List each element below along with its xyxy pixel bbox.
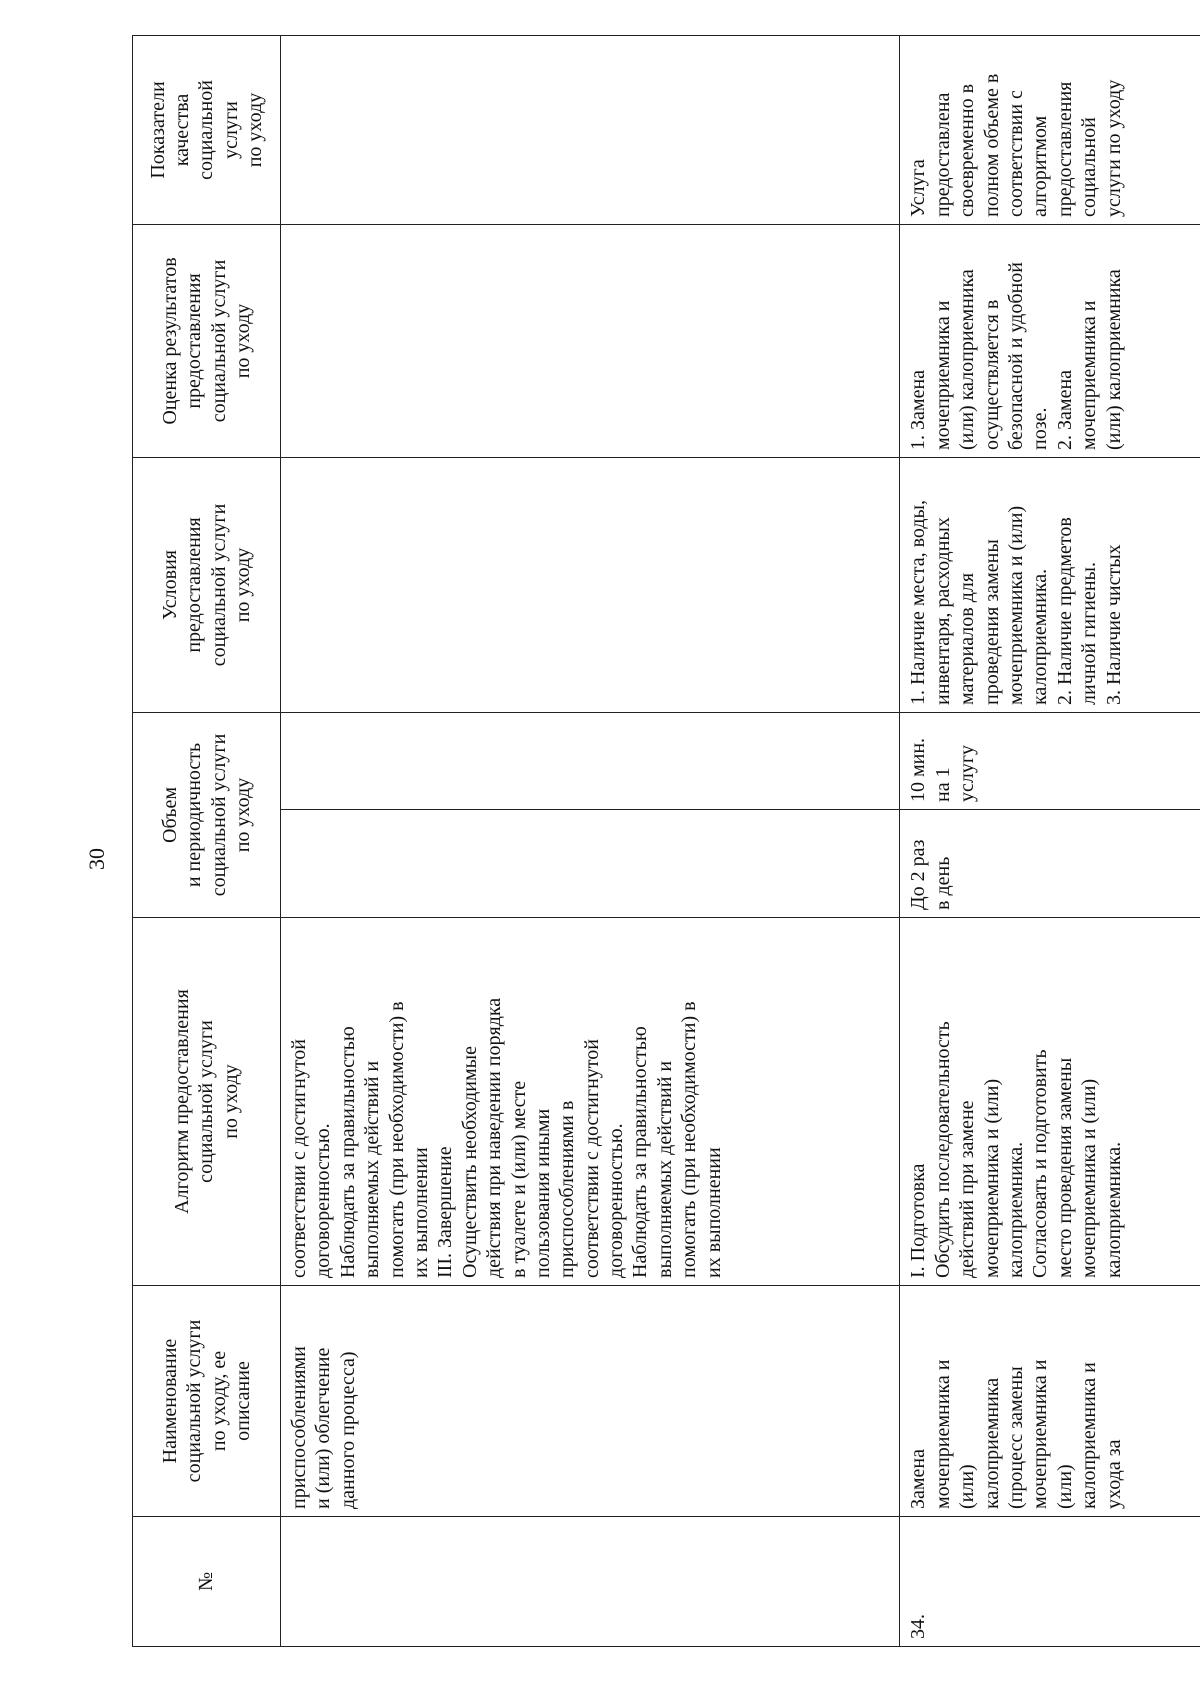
header-text: Показатели [146, 81, 169, 179]
services-table [132, 35, 1200, 1647]
cell-text: мочеприемника и (или) [980, 1078, 1003, 1278]
cell-text: в туалете и (или) месте [507, 1080, 530, 1278]
header-text: социальной услуги [183, 1319, 206, 1483]
header-text: Оценка результатов [158, 257, 181, 425]
header-text: социальной услуги [207, 733, 230, 897]
cell-text: мочеприемника и [931, 300, 954, 450]
cell-text: Обсудить последовательность [931, 1021, 954, 1278]
cell-evaluation [900, 224, 1200, 457]
cell-text: и (или) облегчение [312, 1347, 335, 1509]
header-text: по уходу [231, 547, 254, 623]
cell-evaluation [281, 224, 900, 457]
cell-text: Согласовать и подготовить [1029, 1049, 1052, 1278]
cell-text: мочеприемника и [1029, 1359, 1052, 1509]
cell-text: алгоритмом [1029, 115, 1052, 217]
cell-text: ухода за [1102, 1439, 1125, 1509]
cell-periodicity [281, 810, 900, 918]
cell-text: соответствии с [1004, 90, 1027, 217]
cell-text: Замена [907, 1448, 930, 1509]
header-row [133, 35, 281, 1646]
header-text: услуги [219, 101, 242, 159]
page-number: 30 [84, 848, 109, 870]
cell-conditions [900, 457, 1200, 712]
header-text: по уходу, ее [207, 1350, 230, 1452]
cell-text: мочеприемника и [931, 1359, 954, 1509]
cell-text: калоприемника и [1078, 1362, 1101, 1509]
cell-text: в день [931, 856, 954, 910]
cell-num: 34. [900, 1517, 1200, 1647]
header-algorithm [133, 918, 281, 1286]
cell-text: (или) [1053, 1464, 1076, 1509]
cell-text: помогать (при необходимости) в [385, 1001, 408, 1278]
cell-text: своевременно в [956, 83, 979, 217]
cell-text: их выполнении [702, 1147, 725, 1278]
cell-text: предоставлена [931, 92, 954, 217]
header-text: по уходу [219, 1064, 242, 1139]
cell-text: помогать (при необходимости) в [678, 1001, 701, 1278]
cell-text: услугу [956, 744, 979, 802]
cell-text: мочеприемника и (или) [1078, 1078, 1101, 1278]
cell-text: (или) [956, 1464, 979, 1509]
cell-text: предоставления [1053, 81, 1076, 217]
cell-text: договоренностью. [312, 1123, 335, 1278]
header-text: качества [170, 93, 193, 167]
header-text: предоставления [183, 273, 206, 409]
cell-text: Осуществить необходимые [458, 1046, 481, 1278]
header-num: № [133, 1517, 281, 1647]
cell-text: калоприемника [980, 1377, 1003, 1509]
table-row [900, 35, 1200, 1646]
cell-text: (или) калоприемника [956, 269, 979, 450]
cell-quality [900, 35, 1200, 224]
header-text: по уходу [231, 777, 254, 853]
rotated-page [132, 36, 1200, 1647]
header-text: Условия [158, 550, 181, 620]
cell-text: социальной [1078, 117, 1101, 217]
header-text: социальной услуги [207, 259, 230, 423]
cell-num [281, 1517, 900, 1647]
cell-text: приспособлениями в [556, 1100, 579, 1278]
cell-text: соответствии с достигнутой [288, 1039, 310, 1278]
cell-algorithm [900, 918, 1200, 1286]
cell-text: калоприемника. [1102, 1141, 1125, 1278]
header-text: социальной [195, 80, 218, 180]
cell-text: место проведения замены [1053, 1057, 1076, 1278]
cell-text: действий при замене [956, 1100, 979, 1278]
cell-text: калоприемника. [1029, 568, 1052, 705]
cell-text: проведения замены [980, 539, 1003, 705]
cell-text: (или) калоприемника [1102, 269, 1125, 450]
cell-periodicity [900, 810, 1200, 918]
cell-text: пользования иными [531, 1108, 554, 1278]
cell-algorithm [281, 918, 900, 1286]
header-text: социальной услуги [195, 1020, 218, 1183]
cell-text: выполняемых действий и [361, 1060, 384, 1278]
cell-text: приспособлениями [288, 1346, 310, 1509]
cell-text: Услуга [907, 159, 930, 217]
header-text: и периодичность [183, 742, 206, 888]
cell-text: их выполнении [409, 1147, 432, 1278]
cell-text: Наблюдать за правильностью [629, 1026, 652, 1278]
cell-text: полном объеме в [980, 73, 1003, 217]
header-text: описание [231, 1361, 254, 1441]
cell-text: (процесс замены [1004, 1366, 1027, 1509]
cell-text: услуги по уходу [1102, 79, 1125, 217]
header-quality [133, 35, 281, 224]
cell-text: выполняемых действий и [653, 1060, 676, 1278]
cell-text: До 2 раз [907, 839, 930, 910]
cell-text: 2. Замена [1053, 369, 1076, 450]
cell-text: личной гигиены. [1078, 562, 1101, 705]
header-text: предоставления [183, 517, 206, 653]
cell-name [281, 1286, 900, 1517]
cell-text: действия при наведении порядка [483, 997, 506, 1278]
header-text: Объем [158, 787, 181, 843]
header-conditions [133, 457, 281, 712]
cell-text: инвентаря, расходных [931, 517, 954, 705]
cell-text: мочеприемника и (или) [1004, 505, 1027, 705]
cell-text: 10 мин. [907, 737, 930, 802]
cell-name [900, 1286, 1200, 1517]
header-text: по уходу [244, 92, 267, 168]
cell-text: 3. Наличие чистых [1102, 544, 1125, 705]
header-text: Алгоритм предоставления [170, 989, 193, 1214]
cell-text: калоприемника. [1004, 1141, 1027, 1278]
cell-text: 1. Наличие места, воды, [907, 500, 930, 705]
header-name [133, 1286, 281, 1517]
header-text: социальной услуги [207, 503, 230, 667]
header-text: Наименование [158, 1338, 181, 1464]
cell-text: данного процесса) [336, 1351, 359, 1509]
cell-text: III. Завершение [434, 1146, 457, 1278]
cell-text: Наблюдать за правильностью [336, 1026, 359, 1278]
cell-volume [281, 712, 900, 809]
header-volume [133, 712, 281, 917]
cell-conditions [281, 457, 900, 712]
table-row [281, 35, 900, 1646]
cell-text: безопасной и удобной [1004, 262, 1027, 450]
header-evaluation [133, 224, 281, 457]
cell-text: 2. Наличие предметов [1053, 517, 1076, 705]
header-text: по уходу [231, 303, 254, 379]
cell-text: материалов для [956, 572, 979, 705]
cell-text: мочеприемника и [1078, 300, 1101, 450]
cell-text: позе. [1029, 407, 1052, 450]
cell-text: соответствии с достигнутой [580, 1039, 603, 1278]
cell-quality [281, 35, 900, 224]
cell-volume [900, 712, 1200, 809]
cell-text: договоренностью. [605, 1123, 628, 1278]
cell-text: 1. Замена [907, 369, 930, 450]
cell-text: осуществляется в [980, 299, 1003, 450]
cell-text: на 1 [931, 767, 954, 802]
cell-text: I. Подготовка [907, 1163, 930, 1278]
